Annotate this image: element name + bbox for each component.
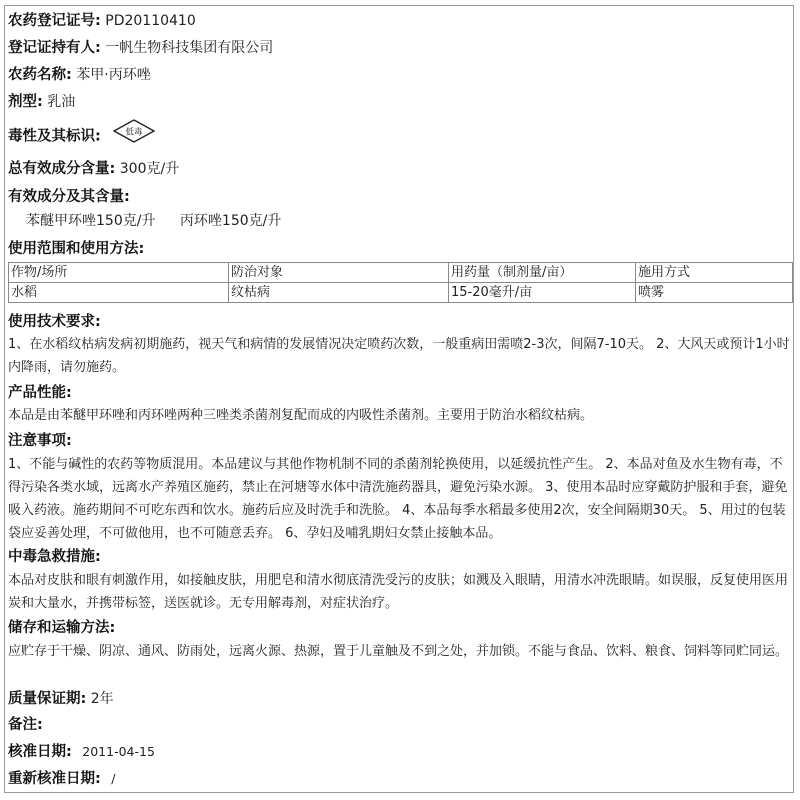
header-cell-crop: 作物/场所 xyxy=(9,263,229,283)
formulation-value: 乳油 xyxy=(47,94,76,110)
first-aid-text: 本品对皮肤和眼有刺激作用，如接触皮肤，用肥皂和清水彻底清洗受污的皮肤；如溅及入眼睛，用清水冲洗眼睛。如误服，反复使用医用炭和大量水，并携带标签，送医就诊。无专用解毒剂，对症状治疗。 xyxy=(8,573,789,611)
storage-text: 应贮存于干燥、阴凉、通风、防雨处，远离火源、热源，置于儿童触及不到之处，并加锁。不能与食品、饮料、粮食、饲料等同贮同运。 xyxy=(8,644,789,659)
cell-crop: 水稻 xyxy=(9,283,229,303)
ingredients-label: 有效成分及其含量: xyxy=(8,189,130,205)
header-cell-method: 施用方式 xyxy=(636,263,793,283)
remarks-label: 备注: xyxy=(8,717,43,733)
reapproval-date-value: / xyxy=(111,771,116,786)
ingredient-item: 丙环唑150克/升 xyxy=(179,213,282,229)
performance-text: 本品是由苯醚甲环唑和丙环唑两种三唑类杀菌剂复配而成的内吸性杀菌剂。主要用于防治水稻纹枯病。 xyxy=(8,408,594,423)
registration-number-row xyxy=(8,10,792,32)
pesticide-name-value: 苯甲·丙环唑 xyxy=(76,67,151,83)
registration-number-label: 农药登记证号: xyxy=(8,13,101,29)
tech-heading-row xyxy=(8,311,792,333)
formulation-row xyxy=(8,91,792,113)
total-content-row xyxy=(8,158,792,180)
usage-table xyxy=(8,262,793,303)
approval-date-value: 2011-04-15 xyxy=(82,744,155,759)
performance-label: 产品性能: xyxy=(8,385,72,401)
header-cell-dosage: 用药量（制剂量/亩） xyxy=(449,263,636,283)
total-content-value: 300克/升 xyxy=(119,161,180,177)
cell-method: 喷雾 xyxy=(636,283,793,303)
remarks-row xyxy=(8,714,792,736)
reapproval-date-row xyxy=(8,768,792,790)
storage-heading-row xyxy=(8,617,792,639)
cell-target: 纹枯病 xyxy=(229,283,449,303)
ingredients-heading-row xyxy=(8,186,792,208)
toxicity-row xyxy=(8,120,792,153)
holder-row xyxy=(8,37,792,59)
approval-date-label: 核准日期: xyxy=(8,744,72,760)
ingredient-item: 苯醚甲环唑150克/升 xyxy=(26,213,156,229)
storage-label: 储存和运输方法: xyxy=(8,620,116,636)
table-row xyxy=(9,283,793,303)
cell-dosage: 15-20毫升/亩 xyxy=(449,283,636,303)
ingredients-list xyxy=(26,210,792,232)
formulation-label: 剂型: xyxy=(8,94,43,110)
warranty-row xyxy=(8,688,792,710)
holder-label: 登记证持有人: xyxy=(8,40,101,56)
usage-label: 使用范围和使用方法: xyxy=(8,241,145,257)
first-aid-heading-row xyxy=(8,546,792,568)
holder-value: 一帆生物科技集团有限公司 xyxy=(105,40,274,56)
reapproval-date-label: 重新核准日期: xyxy=(8,771,101,787)
tech-text: 1、在水稻纹枯病发病初期施药，视天气和病情的发展情况决定喷药次数，一般重病田需喷2-3次，间隔7-10天。 2、大风天或预计1小时内降雨，请勿施药。 xyxy=(8,337,790,375)
cautions-heading-row xyxy=(8,430,792,452)
tech-label: 使用技术要求: xyxy=(8,314,101,330)
toxicity-badge-text: 低毒 xyxy=(125,127,143,138)
table-header-row xyxy=(9,263,793,283)
cautions-text: 1、不能与碱性的农药等物质混用。本品建议与其他作物机制不同的杀菌剂轮换使用，以延缓抗性产生。 2、本品对鱼及水生物有毒，不得污染各类水域，远离水产养殖区施药，禁止在河塘等水体中清洗施药器具，避免污染水源。 3、使用本品时应穿戴防护服和手套，避免吸入药液。施药期间不可吃东西和饮水。施药后应及时洗手和洗脸。 4、本品每季水稻最多使用2次，安全间隔期30天。 5、用过的包装袋应妥善处理，不可做他用，也不可随意丢弃。 6、孕妇及哺乳期妇女禁止接触本品。 xyxy=(8,457,788,541)
usage-heading-row xyxy=(8,238,792,260)
pesticide-name-row xyxy=(8,64,792,86)
approval-date-row xyxy=(8,741,792,763)
cautions-label: 注意事项: xyxy=(8,433,72,449)
warranty-label: 质量保证期: xyxy=(8,691,87,707)
warranty-value: 2年 xyxy=(90,691,114,707)
first-aid-label: 中毒急救措施: xyxy=(8,549,101,565)
pesticide-name-label: 农药名称: xyxy=(8,67,72,83)
registration-number-value: PD20110410 xyxy=(105,13,196,29)
toxicity-label: 毒性及其标识: xyxy=(8,128,101,145)
total-content-label: 总有效成分含量: xyxy=(8,161,116,177)
low-toxicity-diamond-icon xyxy=(113,119,155,152)
header-cell-target: 防治对象 xyxy=(229,263,449,283)
performance-heading-row xyxy=(8,382,792,404)
